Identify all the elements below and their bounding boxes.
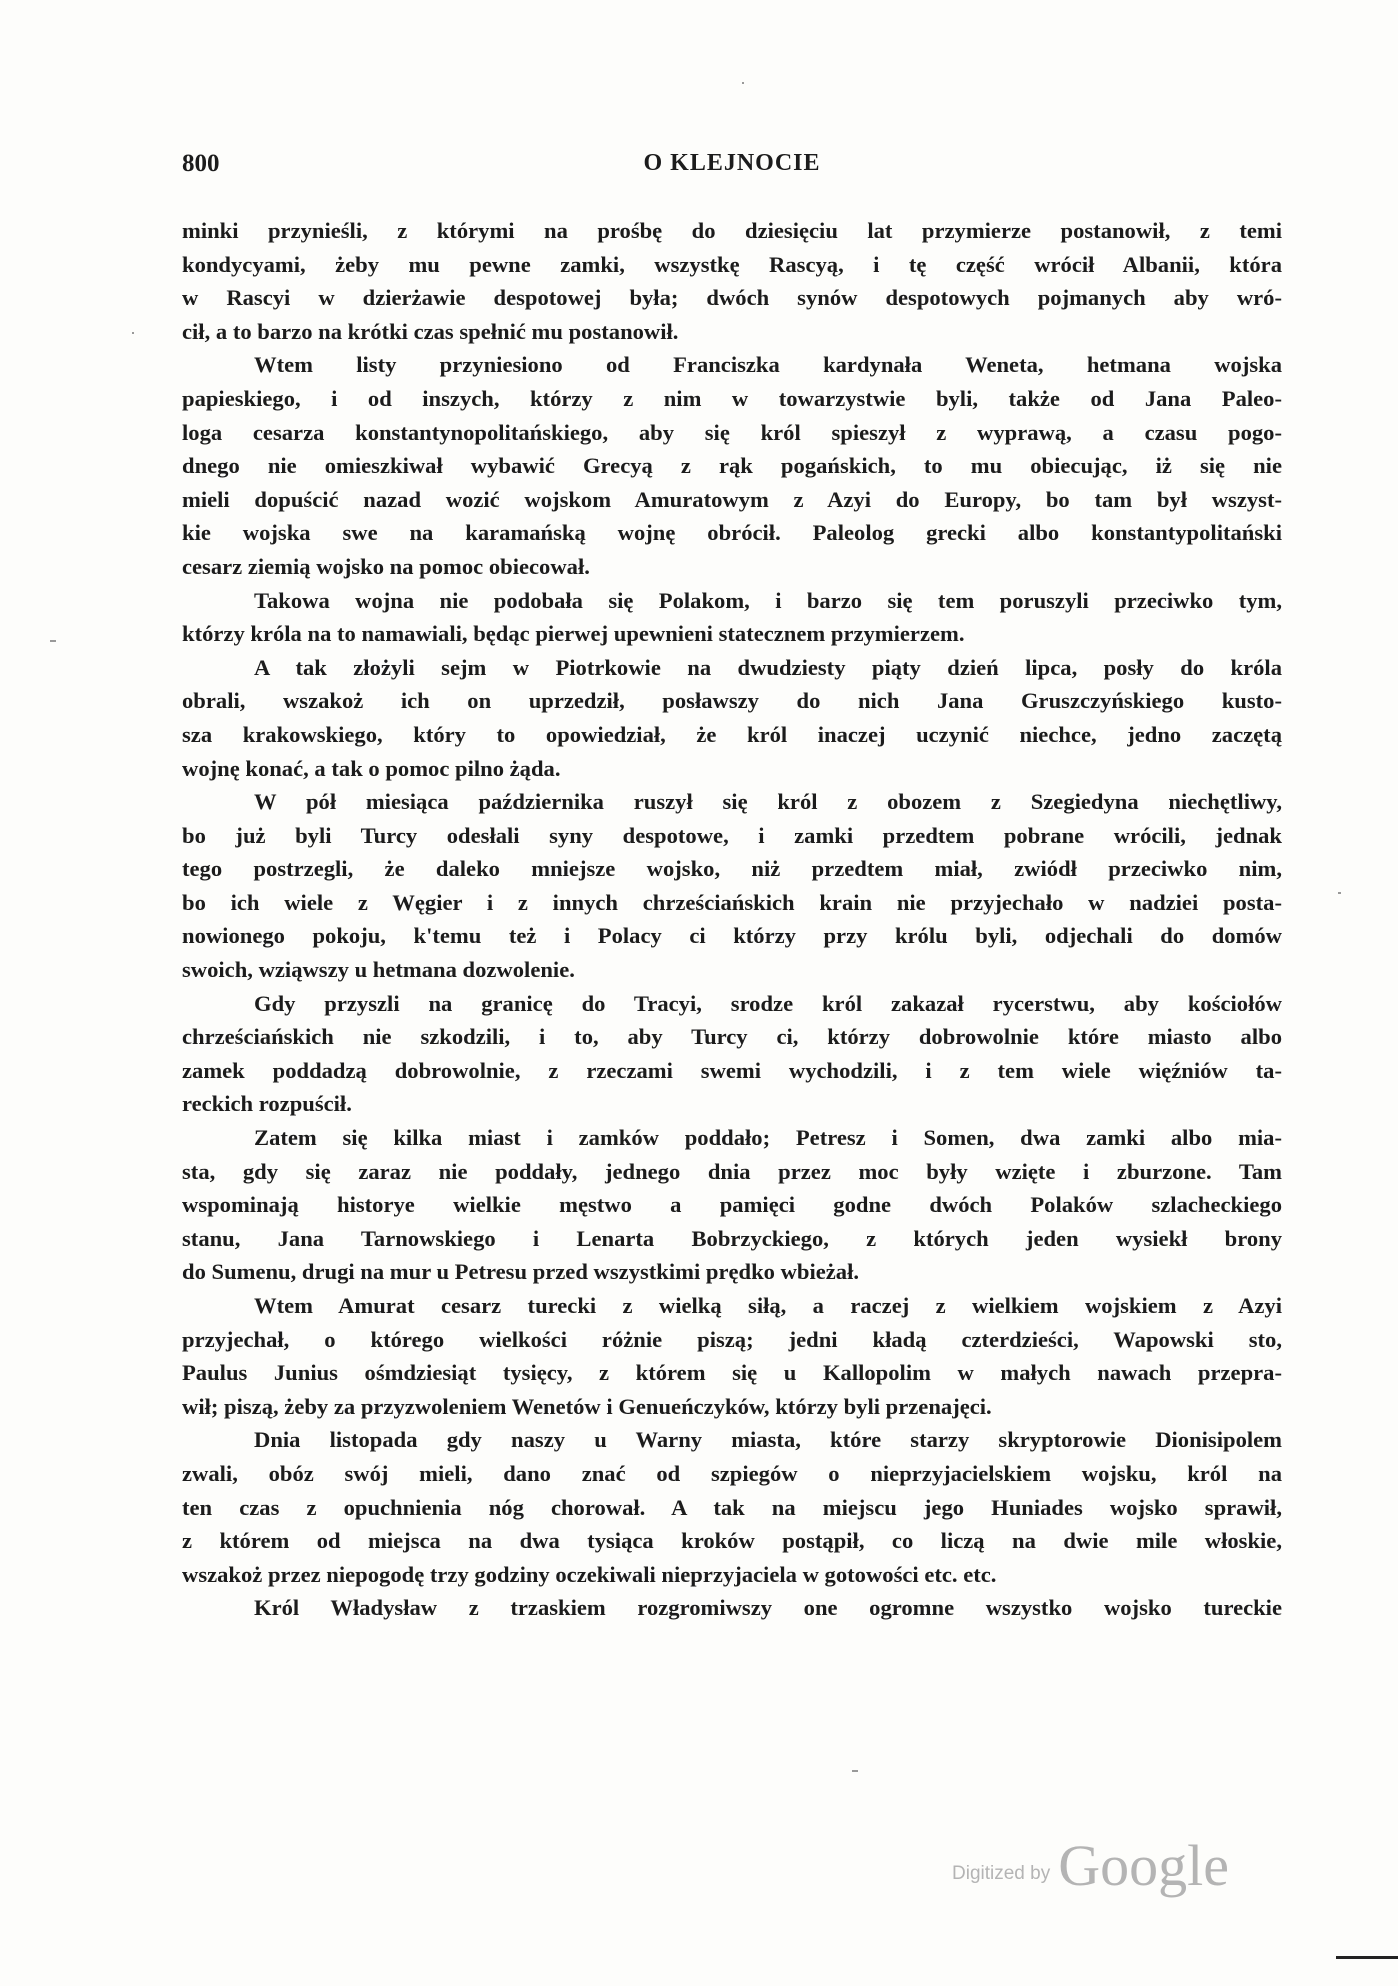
text-line: Zatem się kilka miast i zamków poddało; Petresz i Somen, dwa zamki albo mia- [254, 1125, 1282, 1151]
text-line: dnego nie omieszkiwał wybawić Grecyą z rąk pogańskich, to mu obiecując, iż się nie [182, 453, 1282, 479]
text-line: ten czas z opuchnienia nóg chorował. A tak na miejscu jego Huniades wojsko sprawił, [182, 1494, 1282, 1520]
text-line: bo już byli Turcy odesłali syny despotowe, i zamki przedtem pobrane wrócili, jednak [182, 822, 1282, 848]
text-line: zamek poddadzą dobrowolnie, z rzeczami swemi wychodzili, i z tem wiele więźniów ta- [182, 1057, 1282, 1083]
text-line: chrześciańskich nie szkodzili, i to, aby Turcy ci, którzy dobrowolnie które miasto albo [182, 1024, 1282, 1050]
scan-speck [742, 82, 744, 84]
text-line: tego postrzegli, że daleko mniejsze wojsko, niż przedtem miał, zwiódł przeciwko nim, [182, 856, 1282, 882]
text-line: zwali, obóz swój mieli, dano znać od szpiegów o nieprzyjacielskiem wojsku, król na [182, 1460, 1282, 1486]
text-line: nowionego pokoju, k'temu też i Polacy ci którzy przy królu byli, odjechali do domów [182, 923, 1282, 949]
scan-speck [1338, 892, 1341, 894]
text-line: sza krakowskiego, który to opowiedział, że król inaczej uczynić niechce, jedno zaczętą [182, 721, 1282, 747]
text-line: Król Władysław z trzaskiem rozgromiwszy one ogromne wszystko wojsko tureckie [254, 1595, 1282, 1621]
body-text [182, 214, 1282, 1625]
text-line: minki przynieśli, z którymi na prośbę do dziesięciu lat przymierze postanowił, z temi [182, 218, 1282, 243]
text-line: bo ich wiele z Węgier i z innych chrześciańskich krain nie przyjechało w nadziei posta- [182, 889, 1282, 915]
text-line: kondycyami, żeby mu pewne zamki, wszystkę Rascyą, i tę część wrócił Albanii, która [182, 251, 1282, 277]
text-line: w Rascyi w dzierżawie despotowej była; dwóch synów despotowych pojmanych aby wró- [182, 285, 1282, 311]
text-line: wojnę konać, a tak o pomoc pilno żąda. [182, 755, 561, 781]
text-line: reckich rozpuścił. [182, 1091, 352, 1117]
running-title: O KLEJNOCIE [643, 150, 821, 176]
text-line: Gdy przyszli na granicę do Tracyi, srodze król zakazał rycerstwu, aby kościołów [254, 990, 1282, 1016]
text-line: wił; piszą, żeby za przyzwoleniem Wenetów i Genueńczyków, którzy byli przenajęci. [182, 1393, 992, 1419]
text-line: którzy króla na to namawiali, będąc pierwej upewnieni statecznem przymierzem. [182, 621, 965, 647]
google-logo: Google [1058, 1833, 1229, 1898]
text-line: wspominają historye wielkie męstwo a pamięci godne dwóch Polaków szlacheckiego [182, 1192, 1282, 1218]
text-line: Wtem listy przyniesiono od Franciszka kardynała Weneta, hetmana wojska [254, 352, 1282, 378]
scan-speck [50, 640, 56, 642]
text-line: z którem od miejsca na dwa tysiąca kroków postąpił, co liczą na dwie mile włoskie, [182, 1528, 1282, 1554]
text-line: W pół miesiąca października ruszył się król z obozem z Szegiedyna niechętliwy, [254, 789, 1282, 815]
text-line: Dnia listopada gdy naszy u Warny miasta, które starzy skryptorowie Dionisipolem [254, 1427, 1282, 1453]
page-number: 800 [182, 150, 220, 177]
digitized-by-label: Digitized by [952, 1863, 1051, 1884]
digitized-by-google-watermark [952, 1832, 1229, 1899]
text-line: papieskiego, i od inszych, którzy z nim w towarzystwie byli, także od Jana Paleo- [182, 385, 1282, 411]
text-line: obrali, wszakoż ich on uprzedził, posławszy do nich Jana Gruszczyńskiego kusto- [182, 688, 1282, 714]
text-line: przyjechał, o którego wielkości różnie piszą; jedni kładą czterdzieści, Wapowski sto, [182, 1326, 1282, 1352]
text-line: wszakoż przez niepogodę trzy godziny oczekiwali nieprzyjaciela w gotowości etc. etc. [182, 1561, 997, 1587]
text-line: cił, a to barzo na krótki czas spełnić mu postanowił. [182, 318, 679, 344]
text-line: cesarz ziemią wojsko na pomoc obiecował. [182, 553, 590, 579]
text-line: do Sumenu, drugi na mur u Petresu przed wszystkimi prędko wbieżał. [182, 1259, 860, 1285]
text-line: loga cesarza konstantynopolitańskiego, aby się król spieszył z wyprawą, a czasu pogo- [182, 419, 1282, 445]
text-line: kie wojska swe na karamańską wojnę obrócił. Paleolog grecki albo konstantypolitański [182, 520, 1282, 546]
text-line: stanu, Jana Tarnowskiego i Lenarta Bobrzyckiego, z których jeden wysiekł brony [182, 1225, 1282, 1251]
page-edge-rule [1336, 1956, 1398, 1959]
scan-speck [132, 332, 134, 334]
text-line: Wtem Amurat cesarz turecki z wielką siłą, a raczej z wielkiem wojskiem z Azyi [254, 1293, 1282, 1318]
text-line: A tak złożyli sejm w Piotrkowie na dwudziesty piąty dzień lipca, posły do króla [254, 654, 1282, 680]
text-line: sta, gdy się zaraz nie poddały, jednego dnia przez moc były wzięte i zburzone. Tam [182, 1158, 1282, 1184]
text-line: Paulus Junius ośmdziesiąt tysięcy, z którem się u Kallopolim w małych nawach przepra- [182, 1360, 1282, 1386]
text-line: mieli dopuścić nazad wozić wojskom Amuratowym z Azyi do Europy, bo tam był wszyst- [182, 486, 1282, 512]
page-header [182, 150, 1282, 190]
scan-speck [852, 1770, 858, 1772]
text-line: Takowa wojna nie podobała się Polakom, i barzo się tem poruszyli przeciwko tym, [254, 587, 1282, 613]
text-line: swoich, wziąwszy u hetmana dozwolenie. [182, 957, 575, 983]
